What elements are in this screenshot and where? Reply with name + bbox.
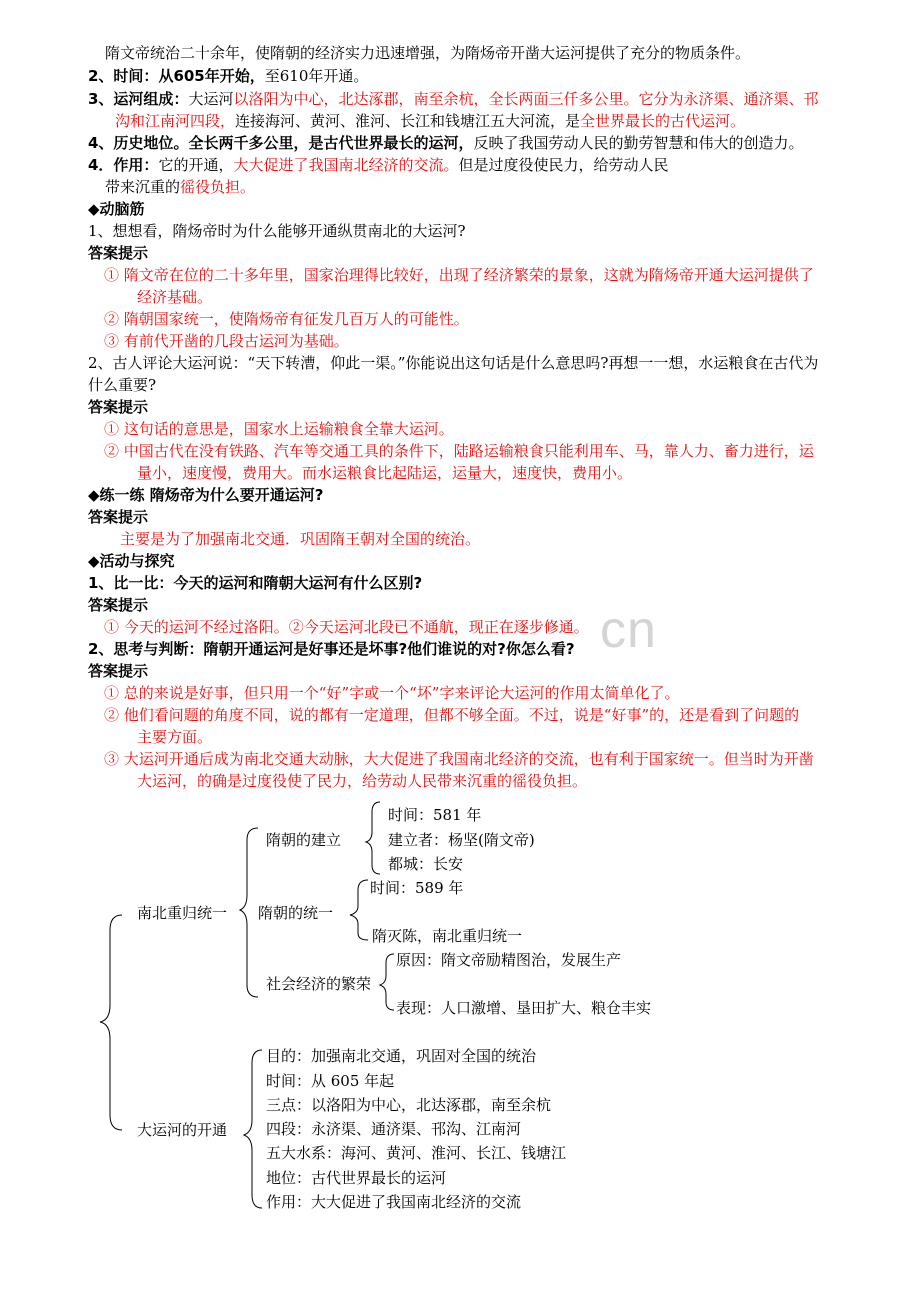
activity-answer-2-1: ① 总的来说是好事，但只用一个“好”字或一个“坏”字来评论大运河的作用太简单化了。 <box>104 684 680 702</box>
tree-founding: 隋朝的建立 <box>266 831 342 849</box>
time-label: 2、时间： <box>88 67 159 85</box>
tree-root-canal: 大运河的开通 <box>137 1121 228 1139</box>
time-line <box>88 65 368 87</box>
status-rest: 反映了我国劳动人民的勤劳智慧和伟大的创造力。 <box>473 134 804 152</box>
brain-answer-1-1-cont: 经济基础。 <box>137 288 213 306</box>
brain-answer-label-2: 答案提示 <box>88 398 149 416</box>
composition-red-2: 沟和江南河四段， <box>115 112 236 130</box>
tree-unify-event: 隋灭陈，南北重归统一 <box>372 927 523 945</box>
root-brace <box>100 915 122 1130</box>
tree-canal-effect: 作用：大大促进了我国南北经济的交流 <box>266 1193 522 1211</box>
tree-canal-sections: 四段：永济渠、通济渠、邗沟、江南河 <box>266 1120 522 1138</box>
brain-heading: ◆动脑筋 <box>88 200 145 218</box>
status-bold: 全长两千多公里，是古代世界最长的运河， <box>188 134 474 152</box>
activity-answer-label-1: 答案提示 <box>88 596 149 614</box>
brain-question-1: 1、想想看，隋炀帝时为什么能够开通纵贯南北的大运河? <box>88 222 466 240</box>
activity-answer-label-2: 答案提示 <box>88 662 149 680</box>
activity-answer-2-3: ③ 大运河开通后成为南北交通大动脉，大大促进了我国南北经济的交流，也有利于国家统一。但当时为开凿 <box>104 750 814 768</box>
time-bold: 从605年开始， <box>158 67 265 85</box>
econ-brace <box>380 954 394 1010</box>
activity-answer-2-2-cont: 主要方面。 <box>137 728 213 746</box>
knowledge-tree <box>0 790 920 1250</box>
status-label: 4、历史地位。 <box>88 134 189 152</box>
brain-question-2: 2、古人评论大运河说：“天下转漕，仰此一渠。”你能说出这句话是什么意思吗?再想一一想，水运粮食在古代为 <box>88 354 819 372</box>
tree-unify: 隋朝的统一 <box>258 904 334 922</box>
unify-brace <box>240 828 258 997</box>
activity-answer-2-2: ② 他们看问题的角度不同，说的都有一定道理，但都不够全面。不过，说是“好事”的，还是看到了问题的 <box>104 706 800 724</box>
effect-black-3: 带来沉重的 <box>105 178 181 196</box>
tree-founding-time: 时间：581 年 <box>388 806 482 824</box>
composition-black-1: 大运河 <box>188 90 234 108</box>
tree-econ-reason: 原因：隋文帝励精图治，发展生产 <box>396 951 622 969</box>
time-rest: 至610年开通。 <box>264 67 369 85</box>
effect-line-1 <box>88 154 668 176</box>
tree-canal-purpose: 目的：加强南北交通，巩固对全国的统治 <box>266 1047 537 1065</box>
founding-brace <box>366 802 380 874</box>
practice-heading: ◆练一练 隋炀帝为什么要开通运河? <box>88 486 324 504</box>
effect-red-1: 大大促进了我国南北经济的交流。 <box>233 156 459 174</box>
brain-answer-1-1: ① 隋文帝在位的二十多年里，国家治理得比较好，出现了经济繁荣的景象，这就为隋炀帝开通大运河提供了 <box>104 266 814 284</box>
tree-root-unify: 南北重归统一 <box>137 904 228 922</box>
composition-line-2 <box>115 110 745 132</box>
tree-econ: 社会经济的繁荣 <box>266 975 372 993</box>
effect-red-2: 徭役负担。 <box>180 178 256 196</box>
tree-founder: 建立者：杨坚(隋文帝) <box>388 831 535 849</box>
composition-line-1 <box>88 88 818 110</box>
composition-label: 3、运河组成： <box>88 90 189 108</box>
watermark: cn <box>600 601 657 659</box>
effect-black-1: 它的开通， <box>158 156 234 174</box>
composition-red-3: 全世界最长的古代运河。 <box>580 112 746 130</box>
activity-answer-1: ① 今天的运河不经过洛阳。②今天运河北段已不通航，现正在逐步修通。 <box>104 618 589 636</box>
tree-econ-show: 表现：人口激增、垦田扩大、粮仓丰实 <box>396 999 652 1017</box>
status-line <box>88 132 803 154</box>
unify-sub-brace <box>350 880 368 940</box>
effect-label: 4．作用： <box>88 156 159 174</box>
brain-answer-2-2: ② 中国古代在没有铁路、汽车等交通工具的条件下，陆路运输粮食只能利用车、马，靠人力、畜力进行，运 <box>104 442 814 460</box>
activity-heading: ◆活动与探究 <box>88 552 175 570</box>
canal-brace <box>244 1050 262 1208</box>
tree-canal-points: 三点：以洛阳为中心，北达涿郡，南至余杭 <box>266 1096 552 1114</box>
brain-answer-1-3: ③ 有前代开凿的几段古运河为基础。 <box>104 332 349 350</box>
brain-question-2-cont: 什么重要? <box>88 376 157 394</box>
practice-answer: 主要是为了加强南北交通．巩固隋王朝对全国的统治。 <box>120 530 481 548</box>
activity-question-2: 2、思考与判断：隋朝开通运河是好事还是坏事?他们谁说的对?你怎么看? <box>88 640 575 658</box>
tree-unify-time: 时间：589 年 <box>370 879 464 897</box>
brain-answer-2-1: ① 这句话的意思是，国家水上运输粮食全靠大运河。 <box>104 420 454 438</box>
composition-black-2: 连接海河、黄河、淮河、长江和钱塘江五大河流，是 <box>235 112 581 130</box>
brain-answer-1-2: ② 隋朝国家统一，使隋炀帝有征发几百万人的可能性。 <box>104 310 469 328</box>
activity-question-1: 1、比一比：今天的运河和隋朝大运河有什么区别? <box>88 574 423 592</box>
practice-answer-label: 答案提示 <box>88 508 149 526</box>
composition-red-1: 以洛阳为中心，北达涿郡，南至余杭，全长两面三仟多公里。它分为永济渠、通济渠、邗 <box>233 90 819 108</box>
brain-answer-label-1: 答案提示 <box>88 244 149 262</box>
tree-canal-time: 时间：从 605 年起 <box>266 1072 395 1090</box>
activity-answer-2-3-cont: 大运河，的确是过度役使了民力，给劳动人民带来沉重的徭役负担。 <box>137 772 588 790</box>
tree-canal-rivers: 五大水系：海河、黄河、淮河、长江、钱塘江 <box>266 1144 567 1162</box>
brain-answer-2-2-cont: 量小，速度慢，费用大。而水运粮食比起陆运，运量大，速度快，费用小。 <box>137 464 633 482</box>
tree-canal-status: 地位：古代世界最长的运河 <box>266 1169 447 1187</box>
tree-capital: 都城：长安 <box>388 855 464 873</box>
effect-line-2 <box>105 176 255 198</box>
intro-paragraph: 隋文帝统治二十余年，使隋朝的经济实力迅速增强，为隋炀帝开凿大运河提供了充分的物质条件。 <box>105 44 751 62</box>
effect-black-2: 但是过度役使民力，给劳动人民 <box>458 156 669 174</box>
